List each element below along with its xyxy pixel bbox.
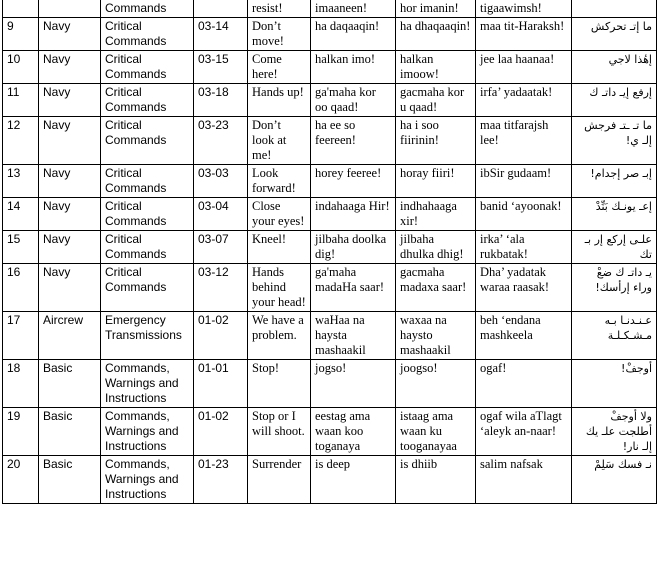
english-cell: Don’t move!	[248, 18, 311, 51]
category-cell: Critical Commands	[101, 264, 194, 312]
somali-cell-1: halkan imo!	[311, 51, 396, 84]
arabic-cell: إعـ يونـك بَنِّدْ	[572, 198, 657, 231]
module-cell: Navy	[39, 117, 101, 165]
somali-cell-1: eestag ama waan koo toganaya	[311, 408, 396, 456]
somali-cell-1: ga'maha madaHa saar!	[311, 264, 396, 312]
arabic-transliteration-cell: Dha’ yadatak waraa raasak!	[476, 264, 572, 312]
module-cell: Aircrew	[39, 312, 101, 360]
arabic-cell: نـ فسك سَلِمْ	[572, 456, 657, 504]
arabic-cell: ما تـ ـتـ فرجش إلـ ي!	[572, 117, 657, 165]
row-number: 11	[3, 84, 39, 117]
english-cell: Close your eyes!	[248, 198, 311, 231]
arabic-cell: إبـ صر إجدام!	[572, 165, 657, 198]
somali-cell-1: ha daqaaqin!	[311, 18, 396, 51]
category-cell: Critical Commands	[101, 231, 194, 264]
table-row-top	[3, 0, 657, 18]
somali-cell-1: indahaaga Hir!	[311, 198, 396, 231]
code-cell: 03-14	[194, 18, 248, 51]
category-cell: Critical Commands	[101, 18, 194, 51]
code-cell: 03-23	[194, 117, 248, 165]
somali-cell-2: joogso!	[396, 360, 476, 408]
somali-cell-2: indhahaaga xir!	[396, 198, 476, 231]
module-cell	[39, 0, 101, 18]
code-cell: 01-23	[194, 456, 248, 504]
somali-cell-2: is dhiib	[396, 456, 476, 504]
english-cell: Hands up!	[248, 84, 311, 117]
arabic-transliteration-cell: tigaawimsh!	[476, 0, 572, 18]
arabic-transliteration-cell: beh ‘endana mashkeela	[476, 312, 572, 360]
arabic-transliteration-cell: irfa’ yadaatak!	[476, 84, 572, 117]
somali-cell-1: imaaneen!	[311, 0, 396, 18]
module-cell: Navy	[39, 165, 101, 198]
somali-cell-1: jogso!	[311, 360, 396, 408]
module-cell: Navy	[39, 18, 101, 51]
category-cell: Commands	[101, 0, 194, 18]
arabic-cell: عـنـدنـا بـه مـشـكـلـة	[572, 312, 657, 360]
somali-cell-1: ha ee so feereen!	[311, 117, 396, 165]
table-row	[3, 408, 657, 456]
arabic-cell: علـى إركع إر بـ تك	[572, 231, 657, 264]
category-cell: Emergency Transmissions	[101, 312, 194, 360]
arabic-cell: إرفع إيـ داتـ ك	[572, 84, 657, 117]
english-cell: resist!	[248, 0, 311, 18]
module-cell: Navy	[39, 264, 101, 312]
category-cell: Critical Commands	[101, 51, 194, 84]
row-number: 13	[3, 165, 39, 198]
arabic-transliteration-cell: ibSir gudaam!	[476, 165, 572, 198]
somali-cell-2: hor imanin!	[396, 0, 476, 18]
somali-cell-2: jilbaha dhulka dhig!	[396, 231, 476, 264]
somali-cell-2: gacmaha madaxa saar!	[396, 264, 476, 312]
module-cell: Basic	[39, 408, 101, 456]
english-cell: Come here!	[248, 51, 311, 84]
table-row	[3, 198, 657, 231]
english-cell: We have a problem.	[248, 312, 311, 360]
row-number: 17	[3, 312, 39, 360]
module-cell: Navy	[39, 198, 101, 231]
table-row	[3, 360, 657, 408]
row-number	[3, 0, 39, 18]
category-cell: Critical Commands	[101, 84, 194, 117]
code-cell: 03-15	[194, 51, 248, 84]
arabic-transliteration-cell: maa titfarajsh lee!	[476, 117, 572, 165]
table-row	[3, 165, 657, 198]
table-row	[3, 312, 657, 360]
code-cell: 03-18	[194, 84, 248, 117]
arabic-cell: ما إتـ تحركش	[572, 18, 657, 51]
somali-cell-2: gacmaha kor u qaad!	[396, 84, 476, 117]
row-number: 18	[3, 360, 39, 408]
code-cell: 01-02	[194, 312, 248, 360]
category-cell: Critical Commands	[101, 198, 194, 231]
row-number: 20	[3, 456, 39, 504]
arabic-transliteration-cell: irka’ ‘ala rukbatak!	[476, 231, 572, 264]
somali-cell-2: halkan imoow!	[396, 51, 476, 84]
arabic-transliteration-cell: maa tit-Haraksh!	[476, 18, 572, 51]
module-cell: Navy	[39, 231, 101, 264]
module-cell: Navy	[39, 51, 101, 84]
somali-cell-2: ha dhaqaaqin!	[396, 18, 476, 51]
table-row	[3, 51, 657, 84]
code-cell: 01-02	[194, 408, 248, 456]
somali-cell-1: ga'maha kor oo qaad!	[311, 84, 396, 117]
phrase-table	[2, 0, 657, 504]
row-number: 15	[3, 231, 39, 264]
somali-cell-2: istaag ama waan ku tooganayaa	[396, 408, 476, 456]
arabic-transliteration-cell: banid ‘ayoonak!	[476, 198, 572, 231]
arabic-cell	[572, 0, 657, 18]
english-cell: Look forward!	[248, 165, 311, 198]
table-row	[3, 264, 657, 312]
somali-cell-1: waHaa na haysta mashaakil	[311, 312, 396, 360]
arabic-transliteration-cell: ogaf wila aTlagt ‘aleyk an-naar!	[476, 408, 572, 456]
english-cell: Surrender	[248, 456, 311, 504]
code-cell: 03-04	[194, 198, 248, 231]
arabic-cell: يـ داتـ ك ضعْ وراء إرأسك!	[572, 264, 657, 312]
arabic-cell: أوجفْ!	[572, 360, 657, 408]
arabic-transliteration-cell: ogaf!	[476, 360, 572, 408]
arabic-cell: ولا أوجفْ أطلجت علـ يك إلـ نار!	[572, 408, 657, 456]
english-cell: Stop or I will shoot.	[248, 408, 311, 456]
table-row	[3, 456, 657, 504]
english-cell: Stop!	[248, 360, 311, 408]
module-cell: Navy	[39, 84, 101, 117]
english-cell: Hands behind your head!	[248, 264, 311, 312]
row-number: 10	[3, 51, 39, 84]
somali-cell-1: jilbaha doolka dig!	[311, 231, 396, 264]
module-cell: Basic	[39, 456, 101, 504]
category-cell: Commands, Warnings and Instructions	[101, 360, 194, 408]
arabic-transliteration-cell: jee laa haanaa!	[476, 51, 572, 84]
row-number: 16	[3, 264, 39, 312]
arabic-transliteration-cell: salim nafsak	[476, 456, 572, 504]
english-cell: Don’t look at me!	[248, 117, 311, 165]
table-row	[3, 84, 657, 117]
arabic-cell: إهٔذا لاجي	[572, 51, 657, 84]
table-row	[3, 231, 657, 264]
somali-cell-2: horay fiiri!	[396, 165, 476, 198]
somali-cell-1: horey feeree!	[311, 165, 396, 198]
code-cell: 01-01	[194, 360, 248, 408]
code-cell: 03-12	[194, 264, 248, 312]
category-cell: Critical Commands	[101, 165, 194, 198]
table-row	[3, 117, 657, 165]
somali-cell-1: is deep	[311, 456, 396, 504]
table-body	[3, 0, 657, 504]
category-cell: Critical Commands	[101, 117, 194, 165]
row-number: 14	[3, 198, 39, 231]
table-row	[3, 18, 657, 51]
category-cell: Commands, Warnings and Instructions	[101, 408, 194, 456]
module-cell: Basic	[39, 360, 101, 408]
somali-cell-2: ha i soo fiirinin!	[396, 117, 476, 165]
row-number: 12	[3, 117, 39, 165]
category-cell: Commands, Warnings and Instructions	[101, 456, 194, 504]
english-cell: Kneel!	[248, 231, 311, 264]
code-cell: 03-03	[194, 165, 248, 198]
somali-cell-2: waxaa na haysto mashaakil	[396, 312, 476, 360]
code-cell	[194, 0, 248, 18]
row-number: 19	[3, 408, 39, 456]
code-cell: 03-07	[194, 231, 248, 264]
row-number: 9	[3, 18, 39, 51]
